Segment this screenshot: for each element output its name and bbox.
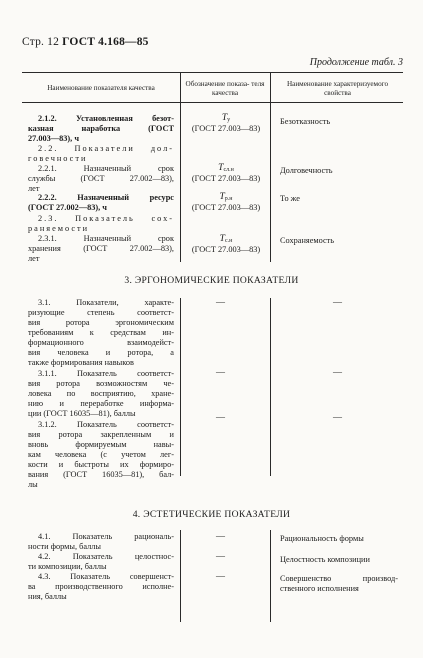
- s3-row-3-1-1-property-dash: —: [333, 367, 342, 377]
- s3-row-3-1-1-line: 3.1.1. Показатель соответст-: [38, 369, 174, 378]
- s3-row-3-1-1-line: вия ротора возможностям че-: [28, 379, 174, 388]
- table-top-rule: [22, 72, 403, 73]
- row-2-1-2-line-2: казная наработка (ГОСТ: [28, 124, 174, 133]
- s4-row-4-1-line: ности формы, баллы: [28, 542, 101, 551]
- s3-row-3-1-1-symbol-dash: —: [216, 367, 225, 377]
- symbol-t-sl-n: $Т_{сл.н}$: [218, 163, 234, 173]
- s4-row-4-3-property-line-1: Совершенство производ-: [280, 574, 398, 583]
- row-2-3-line-2: раняемости: [28, 224, 90, 233]
- section-4-title: 4. ЭСТЕТИЧЕСКИЕ ПОКАЗАТЕЛИ: [132, 509, 291, 520]
- s4-row-4-2-line: ти композиции, баллы: [28, 562, 107, 571]
- row-2-3-line-1: 2.3. Показатель сох-: [38, 214, 174, 223]
- col-header-property: Наименование характеризуемого свойства: [286, 80, 389, 97]
- s3-row-3-1-line: также формирования навыков: [28, 358, 134, 367]
- s3-row-3-1-1-line: ции (ГОСТ 16035—81), баллы: [28, 409, 136, 418]
- s3-row-3-1-line: вия человека и ротора, а: [28, 348, 174, 357]
- s3-row-3-1-2-line: лы: [28, 480, 38, 489]
- property-durability: Долговечность: [280, 166, 333, 175]
- s3-row-3-1-line: ризующие степень соответст-: [28, 308, 174, 317]
- s4-col-divider-1: [180, 530, 181, 622]
- s3-row-3-1-line: 3.1. Показатели, характе-: [38, 298, 174, 307]
- section-3-title: 3. ЭРГОНОМИЧЕСКИЕ ПОКАЗАТЕЛИ: [124, 275, 299, 286]
- table-continuation-note: Продолжение табл. 3: [309, 57, 403, 68]
- s4-row-4-1-property: Рациональность формы: [280, 534, 364, 543]
- gost-label: ГОСТ: [62, 36, 96, 48]
- page-header: [22, 36, 149, 48]
- symbol-ref: (ГОСТ 27.003—83): [191, 174, 261, 183]
- col-header-symbol: Обозначение показа- теля качества: [185, 80, 265, 97]
- s3-row-3-1-1-line: ловека по восприятию, хране-: [28, 389, 174, 398]
- row-2-2-1-line-1: 2.2.1. Назначенный срок: [38, 164, 174, 173]
- s3-row-3-1-2-line: кам человека (с учетом лег-: [28, 450, 174, 459]
- gost-number: 4.168—85: [98, 36, 149, 48]
- symbol-ref: (ГОСТ 27.003—83): [191, 124, 261, 133]
- s3-row-3-1-property-dash: —: [333, 297, 342, 307]
- page-number: Стр. 12: [22, 36, 60, 48]
- row-2-2-2-line-2: (ГОСТ 27.002—83), ч: [28, 203, 107, 212]
- s4-row-4-2-property: Целостность композиции: [280, 555, 370, 564]
- table-header-rule: [22, 102, 403, 103]
- row-2-2-line-2: говечности: [28, 154, 88, 163]
- s3-row-3-1-line: формационного взаимодейст-: [28, 338, 174, 347]
- s3-row-3-1-2-symbol-dash: —: [216, 412, 225, 422]
- row-2-2-line-1: 2.2. Показатели дол-: [38, 144, 174, 153]
- s3-row-3-1-2-line: вия ротора закрепленным и: [28, 430, 174, 439]
- s4-col-divider-2: [270, 530, 271, 622]
- s3-row-3-1-line: требованиям к средствам ин-: [28, 328, 174, 337]
- row-2-2-1-line-3: лет: [28, 184, 40, 193]
- s4-row-4-1-line: 4.1. Показатель рациональ-: [38, 532, 174, 541]
- row-2-3-1-line-2: хранения (ГОСТ 27.002—83),: [28, 244, 174, 253]
- s4-row-4-3-property-line-2: ственного исполнения: [280, 584, 359, 593]
- s4-row-4-2-line: 4.2. Показатель целостнос-: [38, 552, 174, 561]
- row-2-1-2-line-3: 27.003—83), ч: [28, 134, 80, 143]
- row-2-1-2-line-1: 2.1.2. Установленная безот-: [38, 114, 174, 123]
- symbol-t-u: $Т_у$: [221, 113, 231, 123]
- row-2-2-2-line-1: 2.2.2. Назначенный ресурс: [38, 193, 174, 202]
- s4-row-4-3-line: 4.3. Показатель совершенст-: [38, 572, 174, 581]
- s3-row-3-1-symbol-dash: —: [216, 297, 225, 307]
- s3-col-divider-1: [180, 298, 181, 476]
- row-2-3-1-line-3: лет: [28, 254, 40, 263]
- s4-row-4-3-line: ва производственного исполне-: [28, 582, 174, 591]
- symbol-t-r-n: $Т_{р.н}$: [219, 192, 233, 202]
- s4-row-4-2-symbol-dash: —: [216, 551, 225, 561]
- s3-row-3-1-line: вия ротора эргономическим: [28, 318, 174, 327]
- s4-row-4-3-symbol-dash: —: [216, 571, 225, 581]
- s3-row-3-1-2-line: 3.1.2. Показатель соответст-: [38, 420, 174, 429]
- symbol-t-s-n: $Т_{с.н}$: [219, 234, 233, 244]
- property-storability: Сохраняемость: [280, 236, 335, 245]
- s4-row-4-3-line: ния, баллы: [28, 592, 67, 601]
- row-2-3-1-line-1: 2.3.1. Назначенный срок: [38, 234, 174, 243]
- col-header-name: Наименование показателя качества: [47, 84, 155, 92]
- s3-row-3-1-2-line: вновь формируемым навы-: [28, 440, 174, 449]
- s3-row-3-1-2-line: вания (ГОСТ 16035—81), бал-: [28, 470, 174, 479]
- row-2-2-1-line-2: службы (ГОСТ 27.002—83),: [28, 174, 174, 183]
- property-reliability: Безотказность: [280, 117, 331, 126]
- symbol-ref: (ГОСТ 27.003—83): [191, 245, 261, 254]
- s3-row-3-1-1-line: нию и переработке информа-: [28, 399, 174, 408]
- s3-col-divider-2: [270, 298, 271, 476]
- s4-row-4-1-symbol-dash: —: [216, 531, 225, 541]
- s3-row-3-1-2-property-dash: —: [333, 412, 342, 422]
- symbol-ref: (ГОСТ 27.003—83): [191, 203, 261, 212]
- property-same: То же: [280, 194, 300, 203]
- s3-row-3-1-2-line: кости и быстроты их формиро-: [28, 460, 174, 469]
